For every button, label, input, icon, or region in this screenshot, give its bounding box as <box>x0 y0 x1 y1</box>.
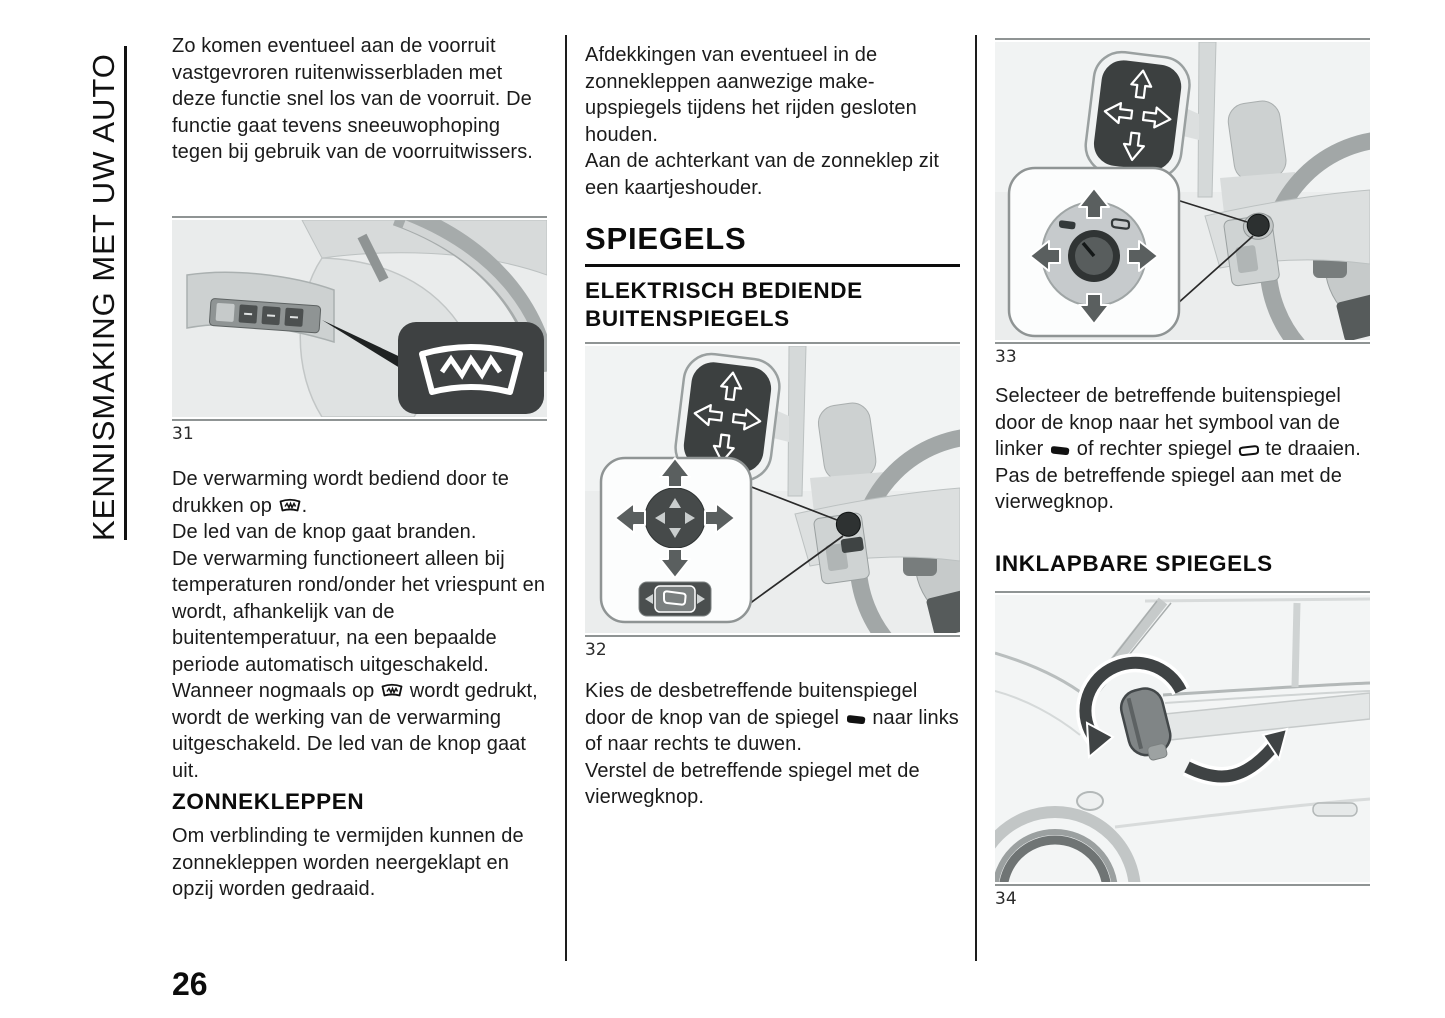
paragraph-sun-visors: Om verblinding te vermijden kunnen de zonnekleppen worden neergeklapt en opzij worden gedraaid. <box>172 825 524 900</box>
figure-31-label: 31 <box>172 424 194 444</box>
chapter-title-rule <box>124 46 127 540</box>
figure-rule <box>995 342 1370 344</box>
left-mirror-icon <box>845 713 867 726</box>
column-3 <box>995 0 1370 1018</box>
door-handle <box>1313 803 1357 816</box>
defrost-button-callout <box>398 322 544 414</box>
figure-rule <box>995 38 1370 40</box>
figure-31-illustration-dashboard-defrost-button <box>172 220 547 417</box>
paragraph-defrost-function: Zo komen eventueel aan de voorruit vastgevroren ruitenwisserbladen met deze functie snel los van de voorruit. De functie gaat tevens sneeuwophoping tegen bij gebruik van de voorruitwissers. <box>172 35 533 163</box>
left-mirror-icon <box>1049 444 1071 457</box>
figure-34-label: 34 <box>995 889 1017 909</box>
column-1 <box>172 0 547 1018</box>
side-mirror-with-arrows <box>1083 49 1193 182</box>
heading-elektrisch-bediende-buitenspiegels: ELEKTRISCH BEDIENDE BUITENSPIEGELS <box>585 278 863 331</box>
page-number: 26 <box>172 966 208 1002</box>
windshield-defrost-icon <box>380 682 404 699</box>
figure-rule <box>585 342 960 344</box>
section-spiegels <box>585 221 960 267</box>
heading-inklapbare-spiegels: INKLAPBARE SPIEGELS <box>995 551 1273 576</box>
figure-rule <box>995 884 1370 886</box>
figure-33-label: 33 <box>995 347 1017 367</box>
figure-rule <box>172 216 547 218</box>
figure-34-illustration-folding-mirror <box>995 595 1370 882</box>
figure-34 <box>995 591 1370 909</box>
four-way-switch-callout <box>601 458 751 622</box>
paragraph-makeup-mirrors: Afdekkingen van eventueel in de zonnekleppen aanwezige make-upspiegels tijdens het rijden gesloten houden. Aan de achterkant van de zonneklep zit een kaartjeshouder. <box>585 44 940 199</box>
column-2 <box>585 0 960 1018</box>
figure-32 <box>585 342 960 660</box>
figure-rule <box>585 635 960 637</box>
paragraph-select-mirror-knob: Selecteer de betreffende buitenspiegel door de knop naar het symbool van de linker of rechter spiegel te draaien. Pas de betreffende spiegel aan met de vierwegknop. <box>995 385 1361 513</box>
heading-spiegels: SPIEGELS <box>585 221 747 256</box>
section-title-rule <box>585 264 960 267</box>
rotary-knob-callout <box>1009 168 1179 336</box>
figure-rule <box>995 591 1370 593</box>
figure-33-illustration-mirror-rotary-knob <box>995 42 1370 340</box>
column-divider <box>565 35 567 961</box>
figure-rule <box>172 419 547 421</box>
windshield-defrost-icon <box>278 497 302 514</box>
heading-zonnekleppen: ZONNEKLEPPEN <box>172 789 365 814</box>
figure-31 <box>172 216 547 444</box>
figure-32-label: 32 <box>585 640 607 660</box>
figure-33 <box>995 38 1370 367</box>
paragraph-mirror-select-switch: Kies de desbetreffende buitenspiegel door de knop van de spiegel naar links of naar rechts te duwen. Verstel de betreffende spiegel met de vierwegknop. <box>585 680 959 808</box>
chapter-title: KENNISMAKING MET UW AUTO <box>86 53 121 541</box>
column-divider <box>975 35 977 961</box>
paragraph-heater-operation: De verwarming wordt bediend door te drukken op . De led van de knop gaat branden. De verwarming functioneert alleen bij temperaturen rond/onder het vriespunt en wordt, afhankelijk van de buitentemperatuur, na een bepaalde periode automatisch uitgeschakeld. Wanneer nogmaals op wordt gedrukt, wordt de werking van de verwarming uitgeschakeld. De led van de knop gaat uit. <box>172 468 546 782</box>
right-mirror-icon <box>1238 444 1260 457</box>
figure-32-illustration-mirror-four-way-switch <box>585 346 960 633</box>
